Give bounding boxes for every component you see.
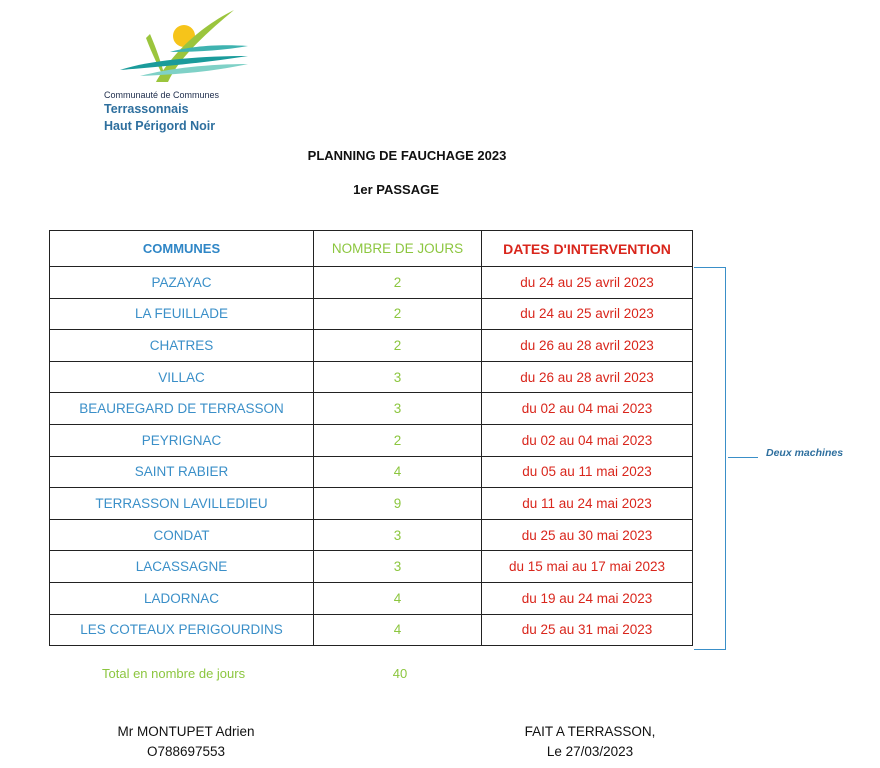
days-cell: 2 — [314, 424, 482, 456]
organization-logo — [104, 4, 264, 136]
commune-cell: PEYRIGNAC — [50, 424, 314, 456]
days-cell: 4 — [314, 614, 482, 646]
table-row — [50, 456, 693, 488]
header-days: NOMBRE DE JOURS — [314, 231, 482, 267]
table-row — [50, 330, 693, 362]
commune-cell: VILLAC — [50, 361, 314, 393]
days-cell: 2 — [314, 298, 482, 330]
signature-left — [90, 722, 282, 762]
commune-cell: LACASSAGNE — [50, 551, 314, 583]
total-value: 40 — [392, 666, 408, 681]
dates-cell: du 25 au 31 mai 2023 — [482, 614, 693, 646]
days-cell: 3 — [314, 393, 482, 425]
commune-cell: CONDAT — [50, 519, 314, 551]
table-header-row — [50, 231, 693, 267]
dates-cell: du 24 au 25 avril 2023 — [482, 267, 693, 299]
dates-cell: du 02 au 04 mai 2023 — [482, 393, 693, 425]
side-note: Deux machines — [766, 447, 844, 459]
grouping-bracket — [694, 267, 726, 650]
days-cell: 4 — [314, 456, 482, 488]
document-title: PLANNING DE FAUCHAGE 2023 — [307, 148, 507, 163]
commune-cell: LES COTEAUX PERIGOURDINS — [50, 614, 314, 646]
organization-line1: Communauté de Communes — [104, 90, 220, 100]
commune-cell: LA FEUILLADE — [50, 298, 314, 330]
table-row — [50, 267, 693, 299]
days-cell: 3 — [314, 551, 482, 583]
signatory-phone: O788697553 — [146, 744, 226, 759]
logo-mark-icon — [110, 4, 250, 90]
signature-right — [490, 722, 690, 762]
grouping-bracket-tick — [728, 457, 758, 458]
signature-date: Le 27/03/2023 — [546, 744, 634, 759]
table-row — [50, 393, 693, 425]
table-row — [50, 519, 693, 551]
schedule-table — [49, 230, 693, 646]
table-row — [50, 582, 693, 614]
commune-cell: BEAUREGARD DE TERRASSON — [50, 393, 314, 425]
dates-cell: du 26 au 28 avril 2023 — [482, 361, 693, 393]
header-dates: DATES D'INTERVENTION — [482, 231, 693, 267]
table-row — [50, 614, 693, 646]
table-row — [50, 298, 693, 330]
header-communes: COMMUNES — [50, 231, 314, 267]
dates-cell: du 25 au 30 mai 2023 — [482, 519, 693, 551]
dates-cell: du 26 au 28 avril 2023 — [482, 330, 693, 362]
table-row — [50, 424, 693, 456]
days-cell: 3 — [314, 361, 482, 393]
commune-cell: LADORNAC — [50, 582, 314, 614]
signatory-name: Mr MONTUPET Adrien — [117, 724, 255, 739]
dates-cell: du 24 au 25 avril 2023 — [482, 298, 693, 330]
commune-cell: SAINT RABIER — [50, 456, 314, 488]
dates-cell: du 11 au 24 mai 2023 — [482, 488, 693, 520]
document-subtitle: 1er PASSAGE — [353, 182, 439, 197]
table-row — [50, 361, 693, 393]
organization-region: Haut Périgord Noir — [104, 119, 216, 133]
days-cell: 2 — [314, 267, 482, 299]
commune-cell: CHATRES — [50, 330, 314, 362]
commune-cell: PAZAYAC — [50, 267, 314, 299]
total-label: Total en nombre de jours — [102, 666, 246, 681]
table-row — [50, 488, 693, 520]
days-cell: 4 — [314, 582, 482, 614]
dates-cell: du 15 mai au 17 mai 2023 — [482, 551, 693, 583]
days-cell: 2 — [314, 330, 482, 362]
organization-name: Terrassonnais — [104, 102, 189, 116]
dates-cell: du 02 au 04 mai 2023 — [482, 424, 693, 456]
days-cell: 3 — [314, 519, 482, 551]
commune-cell: TERRASSON LAVILLEDIEU — [50, 488, 314, 520]
dates-cell: du 05 au 11 mai 2023 — [482, 456, 693, 488]
days-cell: 9 — [314, 488, 482, 520]
signature-place: FAIT A TERRASSON, — [524, 724, 656, 739]
table-row — [50, 551, 693, 583]
dates-cell: du 19 au 24 mai 2023 — [482, 582, 693, 614]
